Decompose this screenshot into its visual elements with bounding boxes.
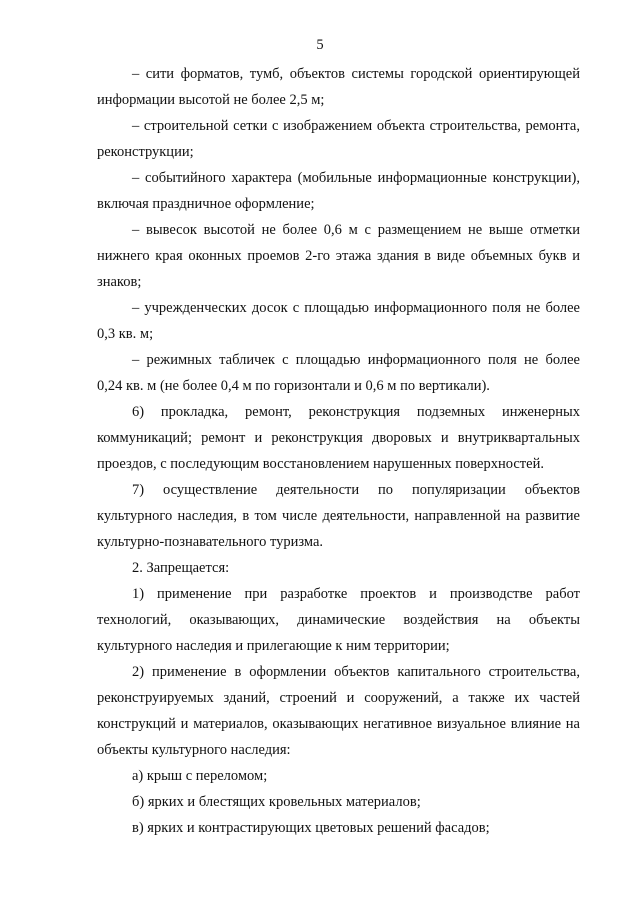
paragraph-prohibited-2: 2) применение в оформлении объектов капитального строительства, реконструируемых зданий, строений и сооружений, а также их частей конструкций и материалов, оказывающих негативное визуальное влияние на объекты культурного наследия: [97,664,580,758]
list-item-v: в) ярких и контрастирующих цветовых решений фасадов; [132,820,490,836]
document-body [97,61,580,841]
paragraph-construction-mesh: – строительной сетки с изображением объекта строительства, ремонта, реконструкции; [97,118,580,160]
section-heading-prohibited: 2. Запрещается: [132,560,230,576]
paragraph-institution-boards: – учрежденческих досок с площадью информационного поля не более 0,3 кв. м; [97,300,580,342]
paragraph-item-6: 6) прокладка, ремонт, реконструкция подземных инженерных коммуникаций; ремонт и реконструкция дворовых и внутриквартальных проездов, с последующим восстановлением нарушенных поверхностей. [97,404,580,472]
paragraph-event-structures: – событийного характера (мобильные информационные конструкции), включая праздничное оформление; [97,170,580,212]
paragraph-city-formats: – сити форматов, тумб, объектов системы городской ориентирующей информации высотой не более 2,5 м; [97,66,580,108]
list-item-a: а) крыш с переломом; [132,768,268,784]
paragraph-prohibited-1: 1) применение при разработке проектов и производстве работ технологий, оказывающих, динамические воздействия на объекты культурного наследия и прилегающие к ним территории; [97,586,580,654]
paragraph-mode-plates: – режимных табличек с площадью информационного поля не более 0,24 кв. м (не более 0,4 м по горизонтали и 0,6 м по вертикали). [97,352,580,394]
list-item-b: б) ярких и блестящих кровельных материалов; [132,794,421,810]
paragraph-item-7: 7) осуществление деятельности по популяризации объектов культурного наследия, в том числе деятельности, направленной на развитие культурно-познавательного туризма. [97,482,580,550]
page-number: 5 [316,37,324,53]
paragraph-signboards: – вывесок высотой не более 0,6 м с размещением не выше отметки нижнего края оконных проемов 2-го этажа здания в виде объемных букв и знаков; [97,222,580,290]
